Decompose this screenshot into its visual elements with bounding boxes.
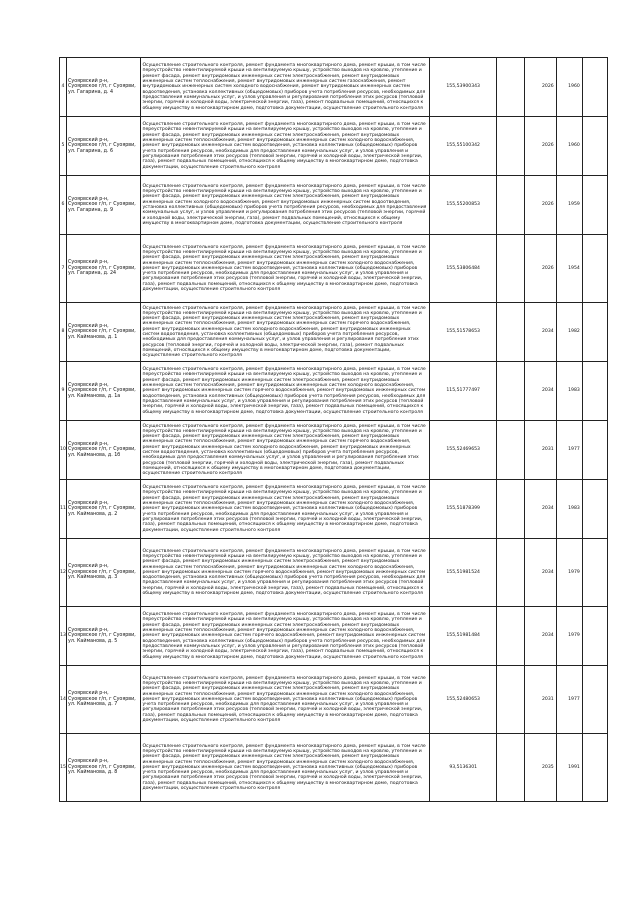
table-row xyxy=(60,58,608,117)
address-cell: Суоярвский р-н, Суоярвское г/п, г Суоярви, ул. Кайманова, д. 5 xyxy=(67,607,141,666)
address-cell: Суоярвский р-н, Суоярвское г/п, г Суоярви, ул. Гагарина, д. 6 xyxy=(67,117,141,176)
cadastral-cell: 155,51578653 xyxy=(430,303,497,362)
year-cell: 2031 xyxy=(524,666,556,734)
works-cell: Осуществление строительного контроля, ремонт фундамента многоквартирного дома, ремонт крыши, в том числе переустройство невентилируемой крыши на вентилируемую крышу, устройство выходов на кровлю, утепление и ремонт фасада, ремонт внутридомовых инженерных систем электроснабжения, ремонт внутридомовых инженерных систем теплоснабжения, ремонт внутридомовых инженерных систем холодного водоснабжения, ремонт внутридомовых инженерных систем горячего водоснабжения, ремонт внутридомовых инженерных систем водоотведения, установка коллективных (общедомовых) приборов учета потребления ресурсов, необходимых для предоставления коммунальных услуг, и узлов управления и регулирования потребления этих ресурсов (тепловой энергии, горячей и холодной воды, электрической энергии, газа), ремонт подвальных помещений, относящихся к общему имуществу в многоквартирном доме, подготовка документации, осуществление строительного контроля xyxy=(141,607,430,666)
row-number: 7 xyxy=(60,235,67,303)
cadastral-cell: 155,51981524 xyxy=(430,539,497,607)
empty-cell xyxy=(497,117,524,176)
works-cell: Осуществление строительного контроля, ремонт фундамента многоквартирного дома, ремонт крыши, в том числе переустройство невентилируемой крыши на вентилируемую крышу, устройство выходов на кровлю, утепление и ремонт фасада, ремонт внутридомовых инженерных систем электроснабжения, ремонт внутридомовых инженерных систем теплоснабжения, ремонт внутридомовых инженерных систем горячего водоснабжения, ремонт внутридомовых инженерных систем холодного водоснабжения, ремонт внутридомовых инженерных систем водоотведения, установка коллективных (общедомовых) приборов учета потребления ресурсов, необходимых для предоставления коммунальных услуг, и узлов управления и регулирования потребления этих ресурсов (тепловой энергии, горячей и холодной воды, электрической энергии, газа), ремонт подвальных помещений, относящихся к общему имуществу в многоквартирном доме, подготовка документации, осуществление строительного контроля xyxy=(141,421,430,480)
empty-cell xyxy=(497,235,524,303)
row-number: 10 xyxy=(60,421,67,480)
works-cell: Осуществление строительного контроля, ремонт фундамента многоквартирного дома, ремонт крыши, в том числе переустройство невентилируемой крыши на вентилируемую крышу, устройство выходов на кровлю, утепление и ремонт фасада, ремонт внутридомовых инженерных систем электроснабжения, ремонт внутридомовых инженерных систем теплоснабжения, ремонт внутридомовых инженерных систем холодного водоснабжения, ремонт внутридомовых инженерных систем водоотведения, установка коллективных (общедомовых) приборов учета потребления ресурсов, необходимых для предоставления коммунальных услуг, и узлов управления и регулирования потребления этих ресурсов (тепловой энергии, горячей и холодной воды, электрической энергии, газа), ремонт подвальных помещений, относящихся к общему имуществу в многоквартирном доме, подготовка документации, осуществление строительного контроля xyxy=(141,666,430,734)
table-row xyxy=(60,362,608,421)
row-number: 9 xyxy=(60,362,67,421)
works-cell: Осуществление строительного контроля, ремонт фундамента многоквартирного дома, ремонт крыши, в том числе переустройство невентилируемой крыши на вентилируемую крышу, устройство выходов на кровлю, утепление и ремонт фасада, ремонт внутридомовых инженерных систем электроснабжения, ремонт внутридомовых инженерных систем теплоснабжения, ремонт внутридомовых инженерных систем холодного водоснабжения, ремонт внутридомовых инженерных систем горячего водоснабжения, ремонт внутридомовых инженерных систем водоотведения, установка коллективных (общедомовых) приборов учета потребления ресурсов, необходимых для предоставления коммунальных услуг, и узлов управления и регулирования потребления этих ресурсов (тепловой энергии, горячей и холодной воды, электрической энергии, газа), ремонт подвальных помещений, относящихся к общему имуществу в многоквартирном доме, подготовка документации, осуществление строительного контроля xyxy=(141,539,430,607)
works-cell: Осуществление строительного контроля, ремонт фундамента многоквартирного дома, ремонт крыши, в том числе переустройство невентилируемой крыши на вентилируемую крышу, устройство выходов на кровлю, утепление и ремонт фасада, ремонт внутридомовых инженерных систем электроснабжения, ремонт внутридомовых инженерных систем теплоснабжения, ремонт внутридомовых инженерных систем холодного водоснабжения, ремонт внутридомовых инженерных систем горячего водоснабжения, ремонт внутридомовых инженерных систем водоотведения, установка коллективных (общедомовых) приборов учета потребления ресурсов, необходимых для предоставления коммунальных услуг, и узлов управления и регулирования потребления этих ресурсов (тепловой энергии, горячей и холодной воды, электрической энергии, газа), ремонт подвальных помещений, относящихся к общему имуществу в многоквартирном доме, подготовка документации, осуществление строительного контроля xyxy=(141,362,430,421)
works-cell: Осуществление строительного контроля, ремонт фундамента многоквартирного дома, ремонт крыши, в том числе переустройство невентилируемой крыши на вентилируемую крышу, устройство выходов на кровлю, утепление и ремонт фасада, ремонт внутридомовых инженерных систем электроснабжения, ремонт внутридомовых инженерных систем теплоснабжения, ремонт внутридомовых инженерных систем холодного водоснабжения, ремонт внутридомовых инженерных систем водоотведения, установка коллективных (общедомовых) приборов учета потребления ресурсов, необходимых для предоставления коммунальных услуг, и узлов управления и регулирования потребления этих ресурсов (тепловой энергии, горячей и холодной воды, электрической энергии, газа), ремонт подвальных помещений, относящихся к общему имуществу в многоквартирном доме, подготовка документации, осуществление строительного контроля xyxy=(141,117,430,176)
empty-cell xyxy=(582,480,607,539)
year-cell: 2035 xyxy=(524,734,556,802)
cadastral-cell: 115,51777497 xyxy=(430,362,497,421)
built-year-cell: 1960 xyxy=(556,58,582,117)
built-year-cell: 1954 xyxy=(556,235,582,303)
built-year-cell: 1982 xyxy=(556,303,582,362)
row-number: 4 xyxy=(60,58,67,117)
address-cell: Суоярвский р-н, Суоярвское г/п, г Суоярви, ул. Кайманова, д. 1а xyxy=(67,362,141,421)
works-cell: Осуществление строительного контроля, ремонт фундамента многоквартирного дома, ремонт крыши, в том числе переустройство невентилируемой крыши на вентилируемую крышу, устройство выходов на кровлю, утепление и ремонт фасада, ремонт внутридомовых инженерных систем электроснабжения, ремонт внутридомовых инженерных систем холодного водоснабжения, ремонт внутридомовых инженерных систем водоотведения, установка коллективных (общедомовых) приборов учета потребления ресурсов, необходимых для предоставления коммунальных услуг, и узлов управления и регулирования потребления этих ресурсов (тепловой энергии, горячей и холодной воды, электрической энергии, газа), ремонт подвальных помещений, относящихся к общему имуществу в многоквартирном доме, подготовка документации, осуществление строительного контроля xyxy=(141,176,430,235)
works-cell: Осуществление строительного контроля, ремонт фундамента многоквартирного дома, ремонт крыши, в том числе переустройство невентилируемой крыши на вентилируемую крышу, устройство выходов на кровлю, утепление и ремонт фасада, ремонт внутридомовых инженерных систем электроснабжения, ремонт внутридомовых инженерных систем теплоснабжения, ремонт внутридомовых инженерных систем холодного водоснабжения, ремонт внутридомовых инженерных систем водоотведения, установка коллективных (общедомовых) приборов учета потребления ресурсов, необходимых для предоставления коммунальных услуг, и узлов управления и регулирования потребления этих ресурсов (тепловой энергии, горячей и холодной воды, электрической энергии, газа), ремонт подвальных помещений, относящихся к общему имуществу в многоквартирном доме, подготовка документации, осуществление строительного контроля xyxy=(141,235,430,303)
works-cell: Осуществление строительного контроля, ремонт фундамента многоквартирного дома, ремонт крыши, в том числе переустройство невентилируемой крыши на вентилируемую крышу, устройство выходов на кровлю, утепление и ремонт фасада, ремонт внутридомовых инженерных систем электроснабжения, ремонт внутридомовых инженерных систем теплоснабжения, ремонт внутридомовых инженерных систем газоснабжения, ремонт внутридомовых инженерных систем холодного водоснабжения, ремонт внутридомовых инженерных систем водоотведения, установка коллективных (общедомовых) приборов учета потребления ресурсов, необходимых для предоставления коммунальных услуг, и узлов управления и регулирования потребления этих ресурсов (тепловой энергии, горячей и холодной воды, электрической энергии, газа), ремонт подвальных помещений, относящихся к общему имуществу в многоквартирном доме, подготовка документации, осуществление строительного контроля xyxy=(141,58,430,117)
address-cell: Суоярвский р-н, Суоярвское г/п, г Суоярви, ул. Кайманова, д. 3 xyxy=(67,539,141,607)
year-cell: 2034 xyxy=(524,480,556,539)
built-year-cell: 1959 xyxy=(556,176,582,235)
table-row xyxy=(60,117,608,176)
built-year-cell: 1991 xyxy=(556,734,582,802)
table-row xyxy=(60,607,608,666)
cadastral-cell: 155,55100342 xyxy=(430,117,497,176)
row-number: 14 xyxy=(60,666,67,734)
cadastral-cell: 155,52469653 xyxy=(430,421,497,480)
empty-cell xyxy=(497,734,524,802)
table-row xyxy=(60,539,608,607)
address-cell: Суоярвский р-н, Суоярвское г/п, г Суоярви, ул. Кайманова, д. 8 xyxy=(67,734,141,802)
row-number: 13 xyxy=(60,607,67,666)
empty-cell xyxy=(582,734,607,802)
cadastral-cell: 155,55200853 xyxy=(430,176,497,235)
table-row xyxy=(60,480,608,539)
address-cell: Суоярвский р-н, Суоярвское г/п, г Суоярви, ул. Кайманова, д. 1 xyxy=(67,303,141,362)
cadastral-cell: 155,53900343 xyxy=(430,58,497,117)
address-cell: Суоярвский р-н, Суоярвское г/п, г Суоярви, ул. Кайманова, д. 7 xyxy=(67,666,141,734)
empty-cell xyxy=(497,58,524,117)
capital-repair-table xyxy=(59,57,608,802)
address-cell: Суоярвский р-н, Суоярвское г/п, г Суоярви, ул. Кайманова, д. 2 xyxy=(67,480,141,539)
empty-cell xyxy=(497,303,524,362)
year-cell: 2031 xyxy=(524,421,556,480)
row-number: 6 xyxy=(60,176,67,235)
address-cell: Суоярвский р-н, Суоярвское г/п, г Суоярви, ул. Гагарина, д. 4 xyxy=(67,58,141,117)
empty-cell xyxy=(497,176,524,235)
cadastral-cell: 155,52480653 xyxy=(430,666,497,734)
works-cell: Осуществление строительного контроля, ремонт фундамента многоквартирного дома, ремонт крыши, в том числе переустройство невентилируемой крыши на вентилируемую крышу, устройство выходов на кровлю, утепление и ремонт фасада, ремонт внутридомовых инженерных систем электроснабжения, ремонт внутридомовых инженерных систем теплоснабжения, ремонт внутридомовых инженерных систем холодного водоснабжения, ремонт внутридомовых инженерных систем водоотведения, установка коллективных (общедомовых) приборов учета потребления ресурсов, необходимых для предоставления коммунальных услуг, и узлов управления и регулирования потребления этих ресурсов (тепловой энергии, горячей и холодной воды, электрической энергии, газа), ремонт подвальных помещений, относящихся к общему имуществу в многоквартирном доме, подготовка документации, осуществление строительного контроля xyxy=(141,480,430,539)
year-cell: 2026 xyxy=(524,58,556,117)
year-cell: 2034 xyxy=(524,362,556,421)
address-cell: Суоярвский р-н, Суоярвское г/п, г Суоярви, ул. Кайманова, д. 1б xyxy=(67,421,141,480)
address-cell: Суоярвский р-н, Суоярвское г/п, г Суоярви, ул. Гагарина, д. 9 xyxy=(67,176,141,235)
works-cell: Осуществление строительного контроля, ремонт фундамента многоквартирного дома, ремонт крыши, в том числе переустройство невентилируемой крыши на вентилируемую крышу, устройство выходов на кровлю, утепление и ремонт фасада, ремонт внутридомовых инженерных систем электроснабжения, ремонт внутридомовых инженерных систем теплоснабжения, ремонт внутридомовых инженерных систем горячего водоснабжения, ремонт внутридомовых инженерных систем холодного водоснабжения, ремонт внутридомовых инженерных систем водоотведения, установка коллективных (общедомовых) приборов учета потребления ресурсов, необходимых для предоставления коммунальных услуг, и узлов управления и регулирования потребления этих ресурсов (тепловой энергии, горячей и холодной воды, электрической энергии, газа), ремонт подвальных помещений, относящихся к общему имуществу в многоквартирном доме, подготовка документации, осуществление строительного контроля xyxy=(141,303,430,362)
year-cell: 2026 xyxy=(524,176,556,235)
empty-cell xyxy=(582,176,607,235)
empty-cell xyxy=(582,117,607,176)
address-cell: Суоярвский р-н, Суоярвское г/п, г Суоярви, ул. Гагарина, д. 24 xyxy=(67,235,141,303)
built-year-cell: 1979 xyxy=(556,539,582,607)
row-number: 11 xyxy=(60,480,67,539)
empty-cell xyxy=(497,607,524,666)
table-row xyxy=(60,666,608,734)
empty-cell xyxy=(582,58,607,117)
cadastral-cell: 93,5136301 xyxy=(430,734,497,802)
table-row xyxy=(60,235,608,303)
empty-cell xyxy=(497,480,524,539)
built-year-cell: 1960 xyxy=(556,117,582,176)
cadastral-cell: 155,51878399 xyxy=(430,480,497,539)
empty-cell xyxy=(582,666,607,734)
year-cell: 2026 xyxy=(524,235,556,303)
built-year-cell: 1983 xyxy=(556,480,582,539)
empty-cell xyxy=(497,421,524,480)
built-year-cell: 1979 xyxy=(556,607,582,666)
built-year-cell: 1977 xyxy=(556,421,582,480)
works-cell: Осуществление строительного контроля, ремонт фундамента многоквартирного дома, ремонт крыши, в том числе переустройство невентилируемой крыши на вентилируемую крышу, устройство выходов на кровлю, утепление и ремонт фасада, ремонт внутридомовых инженерных систем электроснабжения, ремонт внутридомовых инженерных систем теплоснабжения, ремонт внутридомовых инженерных систем холодного водоснабжения, ремонт внутридомовых инженерных систем водоотведения, установка коллективных (общедомовых) приборов учета потребления ресурсов, необходимых для предоставления коммунальных услуг, и узлов управления и регулирования потребления этих ресурсов (тепловой энергии, горячей и холодной воды, электрической энергии, газа), ремонт подвальных помещений, относящихся к общему имуществу в многоквартирном доме, подготовка документации, осуществление строительного контроля xyxy=(141,734,430,802)
table-row xyxy=(60,176,608,235)
year-cell: 2034 xyxy=(524,303,556,362)
row-number: 5 xyxy=(60,117,67,176)
cadastral-cell: 155,51981484 xyxy=(430,607,497,666)
built-year-cell: 1977 xyxy=(556,666,582,734)
row-number: 8 xyxy=(60,303,67,362)
empty-cell xyxy=(582,362,607,421)
table-row xyxy=(60,303,608,362)
empty-cell xyxy=(497,666,524,734)
table-row xyxy=(60,734,608,802)
empty-cell xyxy=(582,303,607,362)
table-row xyxy=(60,421,608,480)
empty-cell xyxy=(582,235,607,303)
empty-cell xyxy=(582,607,607,666)
cadastral-cell: 155,53806484 xyxy=(430,235,497,303)
empty-cell xyxy=(497,362,524,421)
year-cell: 2026 xyxy=(524,117,556,176)
built-year-cell: 1983 xyxy=(556,362,582,421)
year-cell: 2034 xyxy=(524,539,556,607)
empty-cell xyxy=(582,421,607,480)
empty-cell xyxy=(582,539,607,607)
empty-cell xyxy=(497,539,524,607)
row-number: 15 xyxy=(60,734,67,802)
row-number: 12 xyxy=(60,539,67,607)
year-cell: 2034 xyxy=(524,607,556,666)
